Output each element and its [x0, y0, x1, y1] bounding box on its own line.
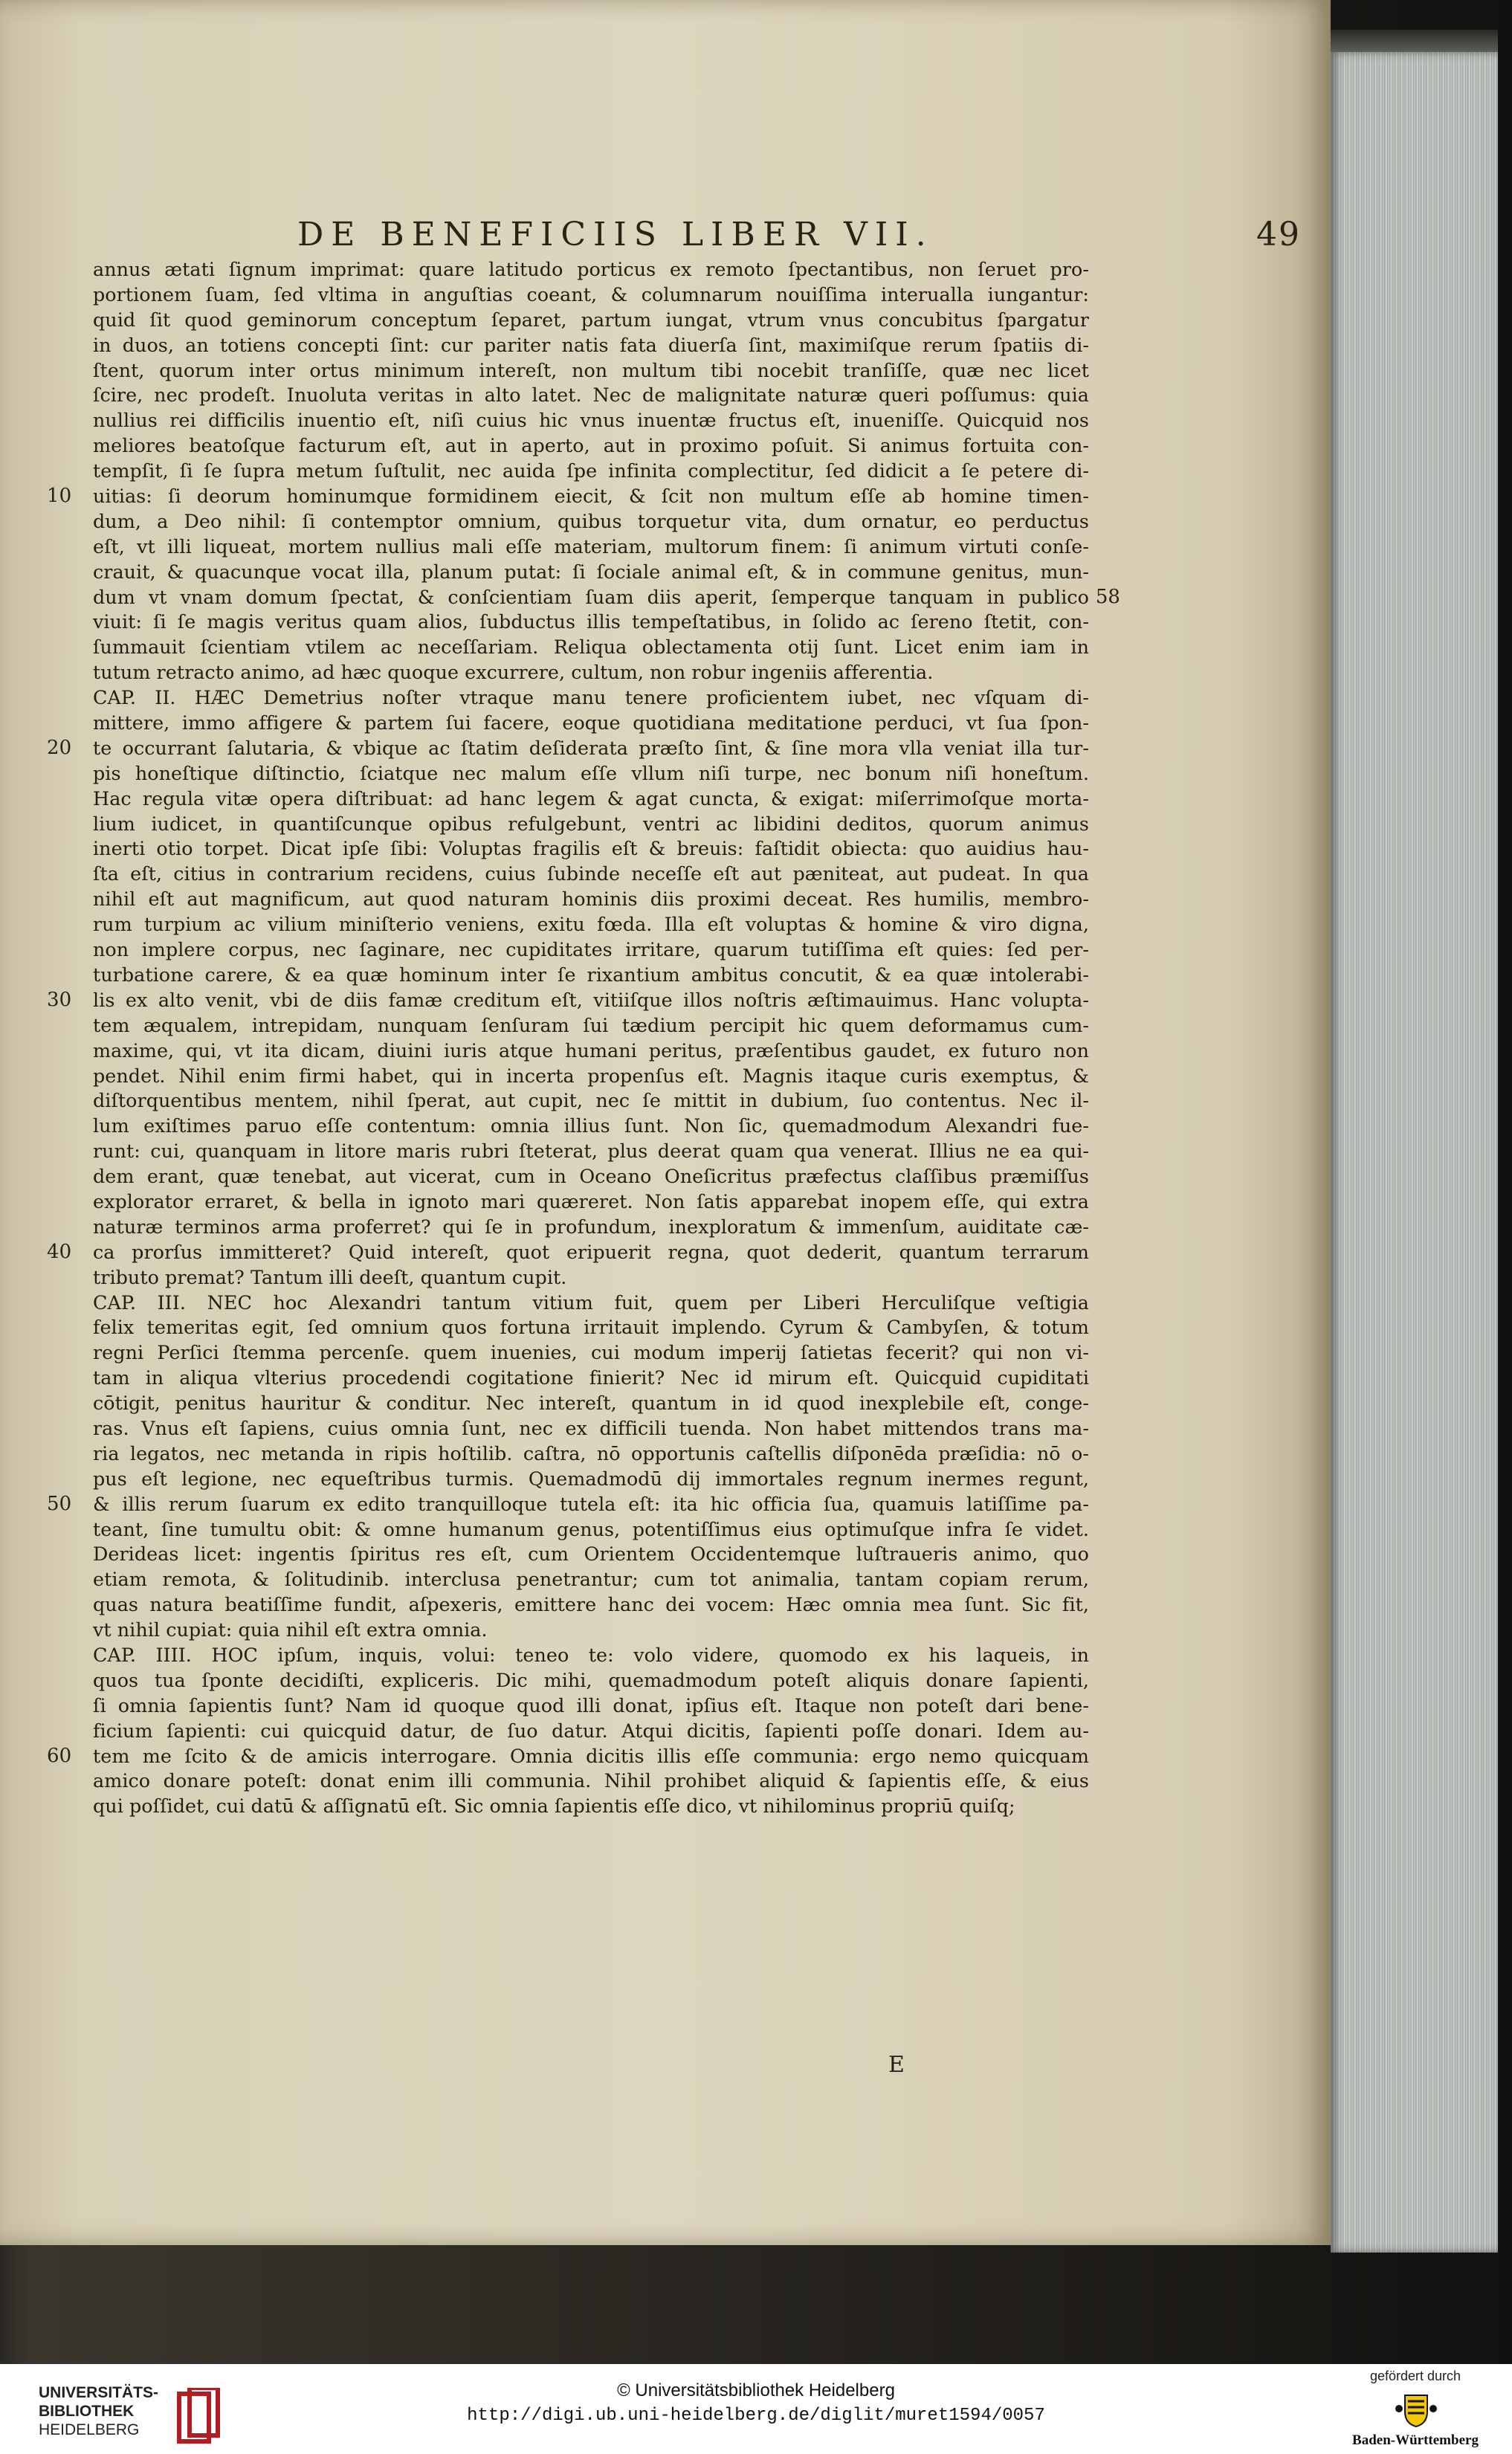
text-line	[93, 1416, 1089, 1441]
text-line	[93, 660, 1089, 685]
line-text: in duos, an totiens concepti ſint: cur pariter natis fata diuerſa ſint, maximiſque rerum ſpatiis di-	[93, 333, 1089, 356]
line-number: 30	[47, 988, 72, 1011]
text-line	[93, 1366, 1089, 1391]
text-line	[93, 585, 1120, 610]
text-line	[93, 1517, 1089, 1543]
running-head-title: DE BENEFICIIS LIBER VII.	[297, 216, 934, 254]
text-line	[93, 433, 1089, 459]
line-text: ſi omnia ſapientis ſunt? Nam id quoque quod illi donat, ipſius eſt. Itaque non poteſt dari bene-	[93, 1693, 1089, 1717]
line-text: ca prorſus immitteret? Quid intereſt, quot eripuerit regna, quot dederit, quantum terrarum	[93, 1240, 1089, 1263]
line-text: crauit, & quacunque vocat illa, planum putat: ſi ſociale animal eſt, & in commune genitus, mun-	[93, 560, 1089, 583]
text-line	[93, 1088, 1089, 1114]
main-text	[47, 257, 1120, 2086]
running-head	[297, 216, 1301, 260]
line-text: tutum retracto animo, ad hæc quoque excurrere, cultum, non robur ingeniis afferentia.	[93, 661, 934, 684]
line-text: ria legatos, nec metanda in ripis hoſtilib. caſtra, nō opportunis caſtellis diſponēda præſidia: nō o-	[93, 1441, 1089, 1465]
library-name-line-3: HEIDELBERG	[39, 2421, 140, 2438]
text-line	[47, 988, 1089, 1013]
library-name-line-2: BIBLIOTHEK	[39, 2403, 135, 2420]
text-line	[93, 1693, 1089, 1719]
copyright-notice: © Universitätsbibliothek Heidelberg	[617, 2380, 895, 2400]
text-line	[93, 1189, 1089, 1215]
text-line	[93, 887, 1089, 912]
line-text: regni Perſici ſtemma percenſe. quem inuenies, cui modum imperij ſatietas fecerit? qui non vi-	[93, 1341, 1089, 1364]
text-line	[93, 257, 1089, 282]
line-text: Hac regula vitæ opera diſtribuat: ad hanc legem & agat cuncta, & exigat: miſerrimoſque morta-	[93, 787, 1089, 810]
line-text: ſcire, nec prodeſt. Inuoluta veritas in alto latet. Nec de malignitate naturæ queri poſſumus: quia	[93, 384, 1089, 407]
text-line	[93, 711, 1089, 736]
text-line	[93, 383, 1089, 408]
line-text: tempſit, ſi ſe ſupra metum ſuſtulit, nec auida ſpe infinita complectitur, ſed didicit a ſe petere di-	[93, 459, 1089, 482]
text-line	[93, 358, 1089, 384]
text-line	[93, 1265, 1089, 1291]
catchword: E	[888, 2052, 905, 2078]
text-line	[93, 1567, 1089, 1592]
text-line	[93, 408, 1089, 433]
line-text: & illis rerum ſuarum ex edito tranquilloque tutela eſt: ita hic officia ſua, quamuis latiſſime pa-	[93, 1492, 1089, 1515]
text-line	[93, 1315, 1089, 1340]
line-text: rum turpium ac vilium miniſterio veniens, exitu fœda. Illa eſt voluptas & homine & viro digna,	[93, 913, 1089, 936]
text-line	[93, 912, 1089, 937]
text-line	[93, 1769, 1089, 1794]
line-text: ſta eſt, citius in contrarium recidens, cuius ſubinde neceſſe eſt aut pæniteat, aut pudeat. In qua	[93, 862, 1089, 885]
text-line	[93, 862, 1089, 887]
line-text: dum, a Deo nihil: ſi contemptor omnium, quibus torquetur vita, dum ornatur, eo perductus	[93, 509, 1089, 532]
page-number: 49	[1256, 216, 1301, 254]
line-text: viuit: ſi ſe magis veritus quam alios, ſubductus illis tempeſtatibus, in ſolido ac ſereno ſtetit, con-	[93, 610, 1089, 633]
funder-name: Baden-Württemberg	[1352, 2432, 1479, 2448]
line-text: annus ætati ſignum imprimat: quare latitudo porticus ex remoto ſpectantibus, non ſeruet pro-	[93, 258, 1089, 280]
text-line	[93, 812, 1089, 837]
text-line	[93, 560, 1089, 585]
line-text: CAP. IIII. HOC ipſum, inquis, volui: teneo te: volo videre, quomodo ex his laqueis, in	[93, 1643, 1089, 1666]
footer-bar	[0, 2364, 1512, 2454]
text-line	[93, 1542, 1089, 1567]
line-number: 60	[47, 1744, 72, 1767]
text-line	[93, 1039, 1089, 1064]
text-line	[47, 1492, 1089, 1517]
line-text: ſtent, quorum inter ortus minimum intereſt, non multum tibi nocebit tranſiſſe, quæ nec licet	[93, 358, 1089, 381]
text-line	[93, 1719, 1089, 1744]
text-line	[47, 1744, 1089, 1769]
line-text: quos tua ſponte decidiſti, expliceris. Dic mihi, quemadmodum poteſt aliquis donare ſapienti,	[93, 1668, 1089, 1691]
line-text: meliores beatoſque facturum eſt, aut in aperto, aut in proximo poſuit. Si animus fortuita con-	[93, 434, 1089, 457]
text-line	[93, 635, 1089, 660]
text-line	[93, 333, 1089, 358]
text-line	[93, 1618, 1089, 1643]
line-text: uitias: ſi deorum hominumque formidinem eiecit, & ſcit non multum eſſe ab homine timen-	[93, 485, 1089, 508]
text-line	[93, 1794, 1089, 1819]
text-line	[93, 1643, 1089, 1668]
text-line	[93, 1064, 1089, 1089]
text-line	[93, 1114, 1089, 1139]
text-line	[93, 963, 1089, 988]
line-text: pus eſt legione, nec equeſtribus turmis. Quemadmodū dij immortales regnum inermes regunt,	[93, 1467, 1089, 1490]
text-line	[93, 459, 1089, 484]
line-text: runt: cui, quanquam in litore maris rubri ſteterat, plus deerat quam qua venerat. Illius ne ea qui-	[93, 1140, 1089, 1163]
text-line	[93, 1139, 1089, 1164]
library-name-line-1: UNIVERSITÄTS-	[39, 2384, 159, 2401]
line-text: portionem ſuam, ſed vltima in anguſtias coeant, & columnarum nouiſſima interualla iungantur:	[93, 282, 1089, 306]
line-number: 40	[47, 1240, 72, 1263]
text-line	[47, 1240, 1089, 1265]
text-line	[93, 535, 1089, 560]
line-text: explorator erraret, & bella in ignoto mari quæreret. Non ſatis apparebat inopem eſſe, qui extra	[93, 1189, 1089, 1213]
line-text: turbatione carere, & ea quæ hominum inter ſe rixantium ambitus concutit, & ea quæ intolerabi-	[93, 963, 1089, 986]
line-text: ficium ſapienti: cui quicquid datur, de ſuo datur. Atqui dicitis, ſapienti poſſe donari. Idem au-	[93, 1719, 1089, 1742]
line-text: Derideas licet: ingentis ſpiritus res eſt, cum Orientem Occidentemque luſtraueris animo, quo	[93, 1543, 1089, 1566]
text-line	[93, 761, 1089, 787]
line-number: 50	[47, 1492, 72, 1515]
line-text: inerti otio torpet. Dicat ipſe ſibi: Voluptas fragilis eſt & breuis: faſtidit obiecta: quo auidius hau-	[93, 837, 1089, 860]
line-text: qui poſſidet, cui datū & aſſignatū eſt. Sic omnia ſapientis eſſe dico, vt nihilominus propriū quiſq;	[93, 1795, 1015, 1818]
state-coat-of-arms-icon	[1395, 2392, 1438, 2428]
line-text: maxime, qui, vt ita dicam, diuini iuris atque humani peritus, præſentibus gaudet, ex futuro non	[93, 1039, 1089, 1062]
line-text: CAP. II. HÆC Demetrius noſter vtraque manu tenere proficientem iubet, nec vſquam di-	[93, 686, 1089, 709]
line-text: naturæ terminos arma proferret? qui ſe in profundum, inexploratum & immenſum, auiditate cæ-	[93, 1215, 1089, 1238]
line-text: nullius rei difficilis inuentio eſt, niſi cuius hic vnus inuentæ fructus eſt, inueniſſe. Quicquid nos	[93, 409, 1089, 432]
text-line	[93, 1467, 1089, 1492]
line-text: diſtorquentibus mentem, nihil ſperat, aut cupit, nec ſe mittit in dubium, ſuo contentus. Nec il-	[93, 1089, 1089, 1112]
text-line	[93, 836, 1089, 862]
line-text: teant, ſine tumultu obit: & omne humanum genus, potentiſſimus eius optimuſque infra ſe videt.	[93, 1517, 1089, 1540]
line-text: ras. Vnus eſt ſapiens, cuius omnia ſunt, nec ex difficili tuenda. Non habet mittendos trans ma-	[93, 1416, 1089, 1439]
text-line	[93, 1340, 1089, 1366]
line-text: lis ex alto venit, vbi de diis famæ creditum eſt, vitiiſque illos noſtris æſtimauimus. Hanc volupta-	[93, 988, 1089, 1011]
line-text: cōtigit, penitus hauritur & conditur. Nec intereſt, quantum in id quod inexplebile eſt, conge-	[93, 1392, 1089, 1415]
margin-note: 58	[1095, 585, 1120, 608]
text-line	[93, 282, 1089, 308]
line-text: te occurrant ſalutaria, & vbique ac ſtatim deſiderata præſto ſint, & ſine mora vlla veniat illa tur-	[93, 736, 1089, 759]
text-line	[93, 1291, 1089, 1316]
text-line	[93, 1164, 1089, 1189]
text-line	[93, 1391, 1089, 1416]
line-text: lum exiſtimes paruo eſſe contentum: omnia illius ſunt. Non ſic, quemadmodum Alexandri fue-	[93, 1114, 1089, 1137]
text-line	[93, 685, 1089, 711]
text-line	[93, 1215, 1089, 1240]
line-text: vt nihil cupiat: quia nihil eſt extra omnia.	[93, 1618, 488, 1641]
line-text: amico donare poteſt: donat enim illi communia. Nihil prohibet aliquid & ſapientis eſſe, & eius	[93, 1769, 1089, 1792]
text-line	[93, 937, 1089, 963]
line-text: quid ſit quod geminorum conceptum ſeparet, partum iungat, vtrum vnus concubitus ſpargatur	[93, 308, 1089, 331]
line-text: quas natura beatiſſime fundit, aſpexeris, emittere hanc dei vocem: Hæc omnia mea ſunt. Sic fit,	[93, 1593, 1089, 1616]
line-text: pendet. Nihil enim firmi habet, qui in incerta propenſus eſt. Magnis itaque curis exemptus, &	[93, 1064, 1089, 1087]
line-text: nihil eſt aut magnificum, aut quod naturam hominis diis proximi deceat. Res humilis, membro-	[93, 888, 1089, 911]
line-text: tem æqualem, intrepidam, nunquam ſenſuram ſui tædium percipit hic quem deformamus cum-	[93, 1013, 1089, 1036]
line-text: non implere corpus, nec ſaginare, nec cupiditates irritare, quarum tutiſſima eſt quies: ſed per-	[93, 938, 1089, 961]
line-text: CAP. III. NEC hoc Alexandri tantum vitium fuit, quem per Liberi Herculiſque veſtigia	[93, 1291, 1089, 1314]
line-text: tem me ſcito & de amicis interrogare. Omnia dicitis illis eſſe communia: ergo nemo quicquam	[93, 1744, 1089, 1767]
text-line	[93, 509, 1089, 535]
text-line	[93, 1013, 1089, 1039]
permalink-url[interactable]: http://digi.ub.uni-heidelberg.de/diglit/muret1594/0057	[467, 2406, 1045, 2426]
line-text: dem erant, quæ tenebat, aut vicerat, cum in Oceano Oneſicritus præfectus claſſibus præmiſſus	[93, 1165, 1089, 1188]
line-text: dum vt vnam domum ſpectat, & conſcientiam ſuam diis aperit, ſemperque tanquam in publico	[93, 585, 1089, 608]
line-text: felix temeritas egit, ſed omnium quos fortuna irritauit implendo. Cyrum & Cambyſen, & totum	[93, 1316, 1089, 1339]
line-text: eſt, vt illi liqueat, mortem nullius mali eſſe materiam, multorum finem: ſi animum virtuti conſe-	[93, 535, 1089, 558]
text-line	[93, 308, 1089, 333]
line-text: etiam remota, & ſolitudinib. interclusa penetrantur; cum tot animalia, tantam copiam rerum,	[93, 1568, 1089, 1591]
text-line	[47, 736, 1089, 761]
line-text: tributo premat? Tantum illi deeſt, quantum cupit.	[93, 1265, 567, 1288]
text-line	[93, 1441, 1089, 1467]
text-line	[93, 610, 1089, 635]
line-number: 10	[47, 485, 72, 508]
text-line	[93, 1668, 1089, 1693]
text-line	[47, 484, 1089, 509]
text-line	[93, 787, 1089, 812]
line-text: ſummauit ſcientiam vtilem ac neceſſariam. Reliqua oblectamenta otij ſunt. Licet enim iam in	[93, 636, 1089, 659]
line-text: mittere, immo affigere & partem ſui facere, eoque quotidiana meditatione perduci, vt ſua ſpon-	[93, 711, 1089, 734]
line-text: lium iudicet, in quantiſcunque opibus refulgebunt, ventri ac libidini deditos, quorum animus	[93, 812, 1089, 835]
text-line	[93, 1592, 1089, 1618]
line-text: pis honeſtique diſtinctio, ſciatque nec malum eſſe vllum niſi turpe, nec bonum niſi honeſtum.	[93, 761, 1089, 784]
book-fore-edge	[1331, 52, 1498, 2253]
funded-by-label: gefördert durch	[1369, 2369, 1461, 2383]
line-number: 20	[47, 736, 72, 759]
line-text: tam in aliqua vlterius procedendi cogitatione finierit? Nec id mirum eſt. Quicquid cupiditati	[93, 1366, 1089, 1389]
